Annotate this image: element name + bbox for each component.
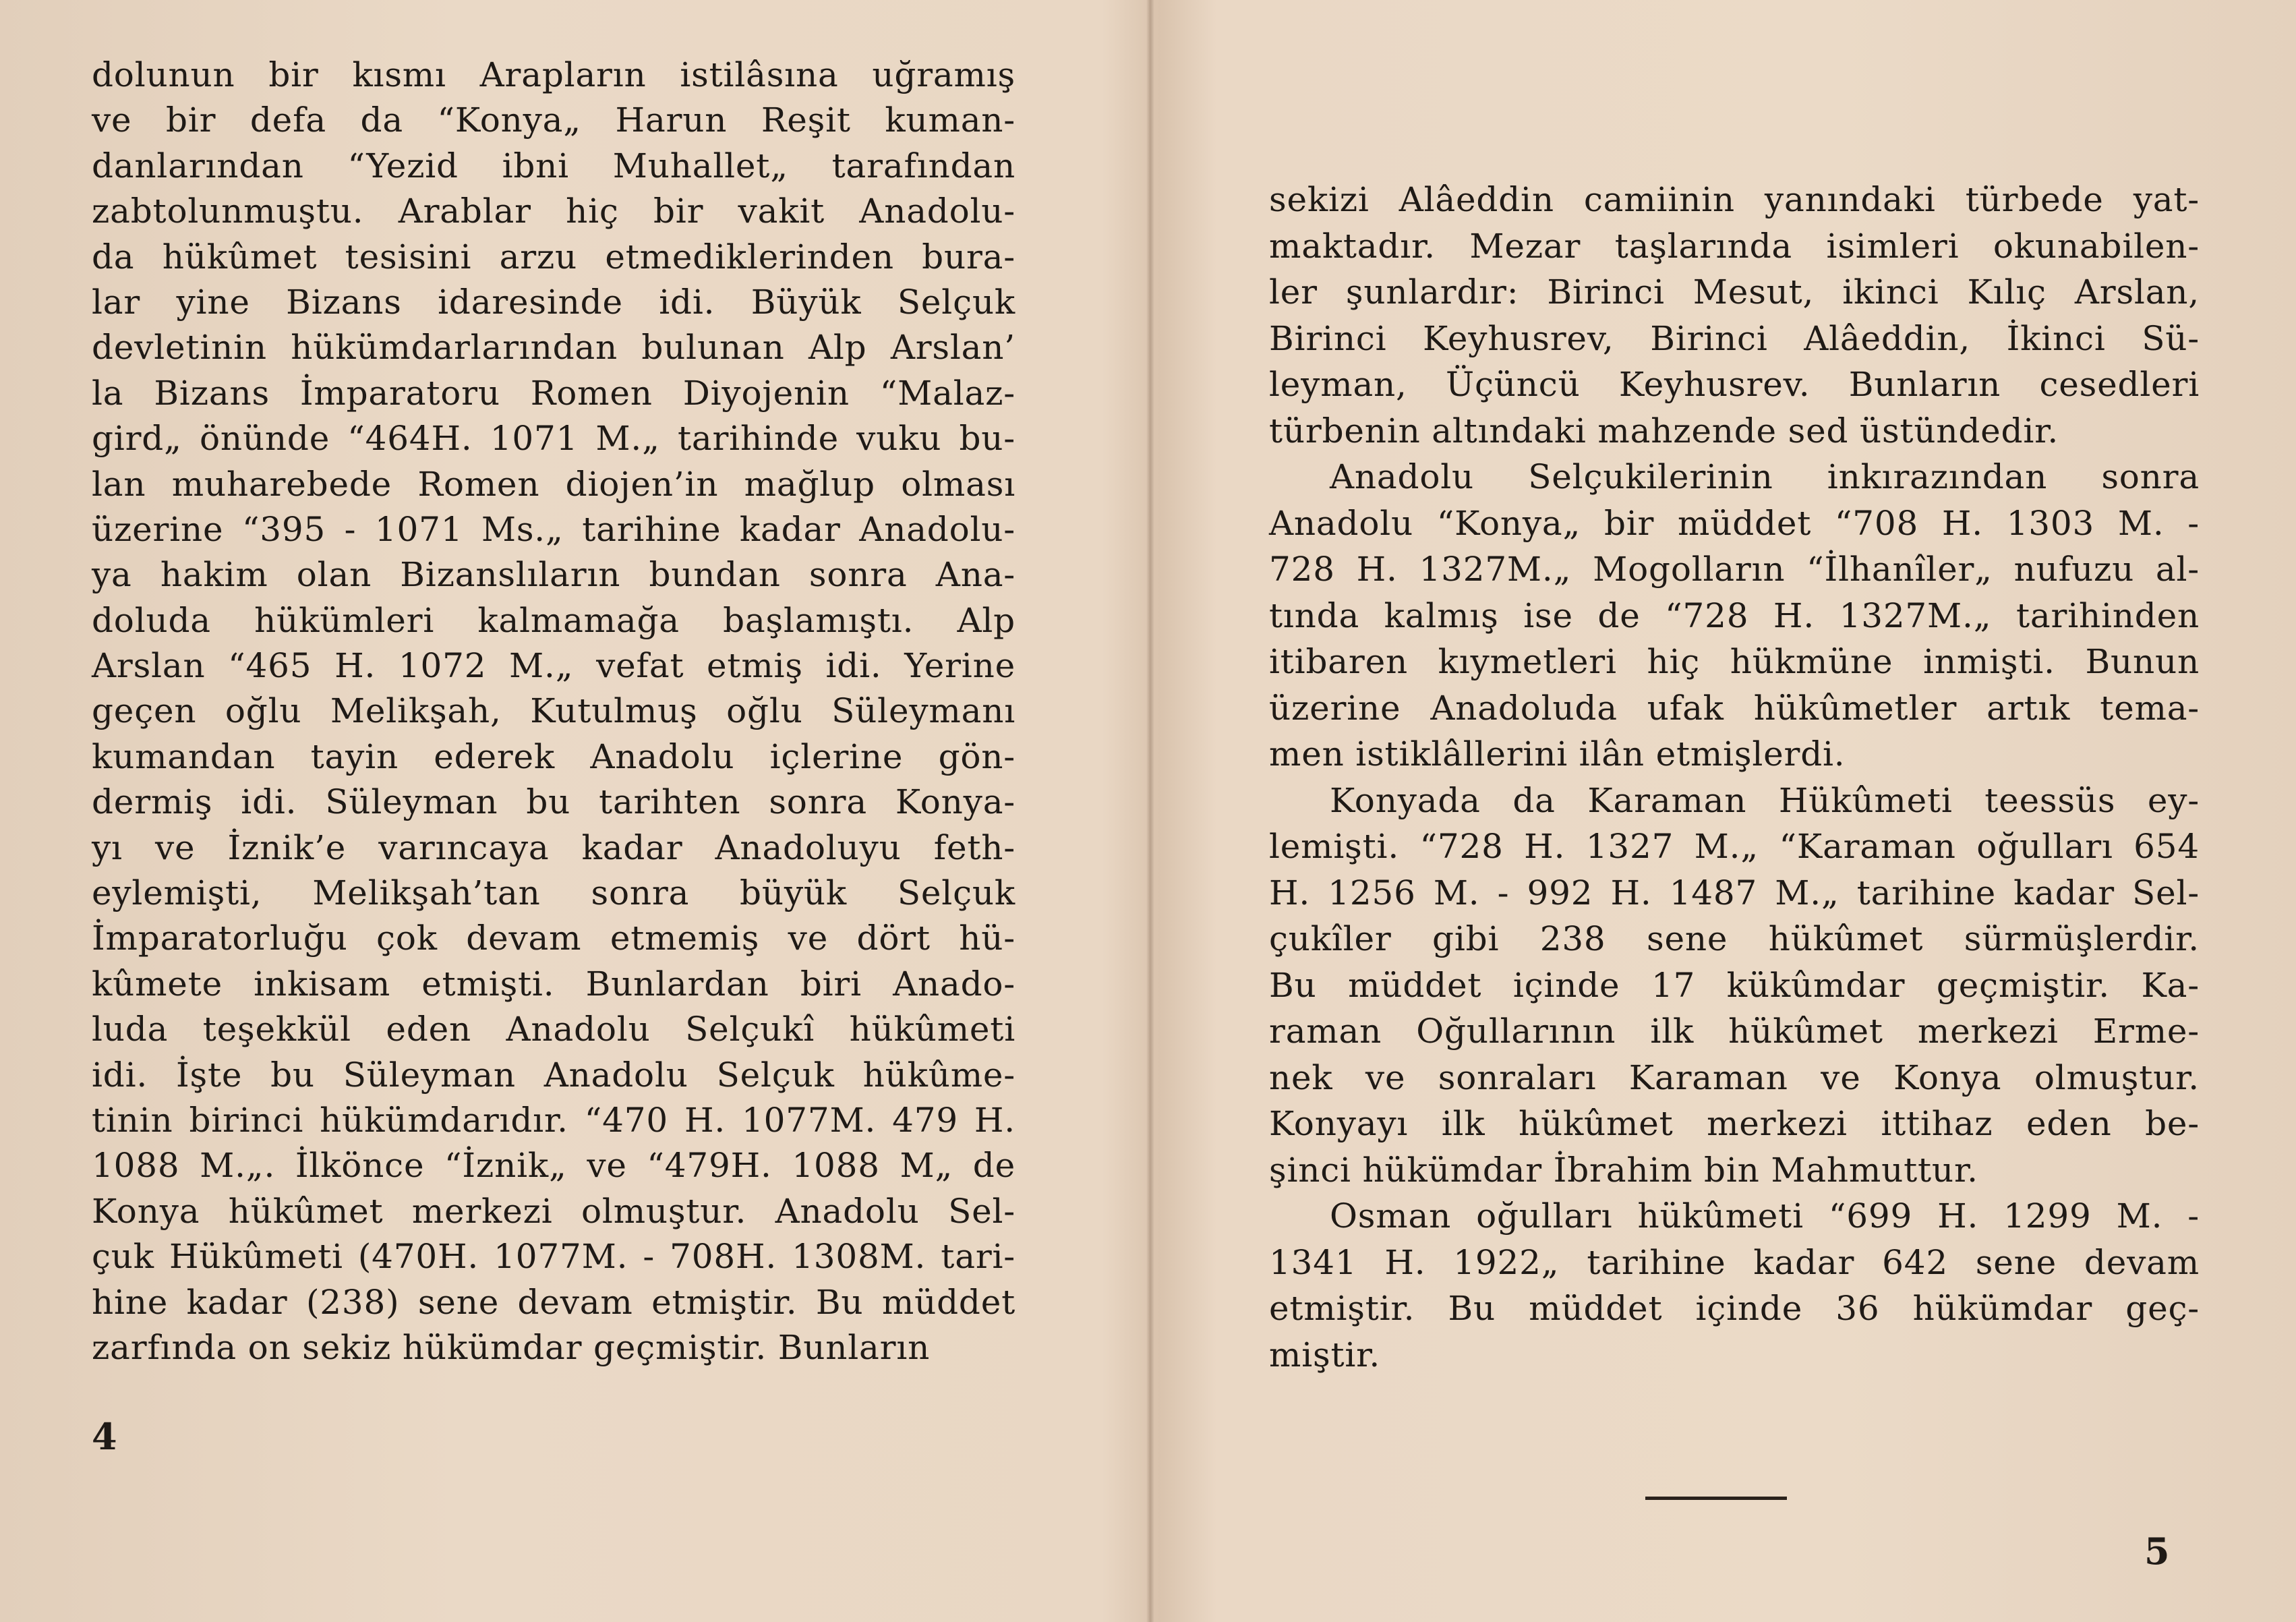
text-line: leyman, Üçüncü Keyhusrev. Bunların cesedleri — [1269, 365, 2200, 404]
text-line: 1341 H. 1922„ tarihine kadar 642 sene devam — [1269, 1242, 2200, 1282]
text-line: ya hakim olan Bizanslıların bundan sonra Ana- — [92, 555, 1015, 595]
text-line: 728 H. 1327M.„ Mogolların “İlhanîler„ nufuzu al- — [1269, 550, 2200, 589]
text-line: geçen oğlu Melikşah, Kutulmuş oğlu Süleymanı — [92, 691, 1015, 731]
text-line: yı ve İznik’e varıncaya kadar Anadoluyu feth- — [92, 828, 1015, 867]
text-line: lar yine Bizans idaresinde idi. Büyük Selçuk — [92, 282, 1015, 322]
text-line: lan muharebede Romen diojen’in mağlup olması — [92, 464, 1015, 504]
text-line: 1088 M.„. İlkönce “İznik„ ve “479H. 1088 M„ de — [92, 1146, 1015, 1186]
text-line: gird„ önünde “464H. 1071 M.„ tarihinde vuku bu- — [92, 419, 1015, 459]
section-end-rule — [1645, 1497, 1787, 1500]
text-line: Anadolu Selçukilerinin inkırazından sonra — [1330, 457, 2200, 496]
text-line: sekizi Alâeddin camiinin yanındaki türbede yat- — [1269, 180, 2200, 219]
text-line: üzerine Anadoluda ufak hükûmetler artık tema- — [1269, 688, 2200, 728]
text-line: Arslan “465 H. 1072 M.„ vefat etmiş idi. Yerine — [92, 646, 1015, 686]
text-line: tinin birinci hükümdarıdır. “470 H. 1077M. 479 H. — [92, 1100, 1015, 1140]
text-line: dolunun bir kısmı Arapların istilâsına uğramış — [92, 55, 1015, 94]
text-line: H. 1256 M. - 992 H. 1487 M.„ tarihine kadar Sel- — [1269, 873, 2200, 913]
text-line: türbenin altındaki mahzende sed üstündedir. — [1269, 411, 2059, 451]
text-line: danlarından “Yezid ibni Muhallet„ tarafından — [92, 146, 1015, 185]
page-number-left: 4 — [92, 1415, 117, 1458]
text-line: maktadır. Mezar taşlarında isimleri okunabilen- — [1269, 226, 2200, 266]
text-line: Konyada da Karaman Hükûmeti teessüs ey- — [1330, 780, 2200, 820]
text-line: dermiş idi. Süleyman bu tarihten sonra Konya- — [92, 782, 1015, 822]
text-line: kumandan tayin ederek Anadolu içlerine gön- — [92, 736, 1015, 776]
text-line: la Bizans İmparatoru Romen Diyojenin “Malaz- — [92, 373, 1015, 413]
text-line: zabtolunmuştu. Arablar hiç bir vakit Anadolu- — [92, 192, 1015, 231]
text-line: çuk Hükûmeti (470H. 1077M. - 708H. 1308M. tari- — [92, 1237, 1015, 1277]
text-line: da hükûmet tesisini arzu etmediklerinden bura- — [92, 237, 1015, 277]
text-line: miştir. — [1269, 1335, 1381, 1374]
text-line: İmparatorluğu çok devam etmemiş ve dört hü- — [92, 919, 1015, 958]
text-line: şinci hükümdar İbrahim bin Mahmuttur. — [1269, 1150, 1978, 1190]
text-line: tında kalmış ise de “728 H. 1327M.„ tarihinden — [1269, 596, 2200, 635]
text-line: raman Oğullarının ilk hükûmet merkezi Erme- — [1269, 1012, 2200, 1051]
book-gutter — [1146, 0, 1154, 1622]
text-line: ve bir defa da “Konya„ Harun Reşit kuman- — [92, 100, 1015, 140]
text-line: doluda hükümleri kalmamağa başlamıştı. Alp — [92, 600, 1015, 640]
text-line: Anadolu “Konya„ bir müddet “708 H. 1303 M. - — [1269, 503, 2200, 543]
text-line: Birinci Keyhusrev, Birinci Alâeddin, İkinci Sü- — [1269, 318, 2200, 358]
page-number-right: 5 — [2144, 1530, 2170, 1573]
text-line: zarfında on sekiz hükümdar geçmiştir. Bunların — [92, 1327, 931, 1367]
text-line: idi. İşte bu Süleyman Anadolu Selçuk hükûme- — [92, 1055, 1015, 1095]
text-line: Konyayı ilk hükûmet merkezi ittihaz eden be- — [1269, 1104, 2200, 1143]
text-line: men istiklâllerini ilân etmişlerdi. — [1269, 734, 1846, 774]
text-line: hine kadar (238) sene devam etmiştir. Bu müddet — [92, 1282, 1015, 1322]
text-line: itibaren kıymetleri hiç hükmüne inmişti. Bunun — [1269, 642, 2200, 681]
text-line: etmiştir. Bu müddet içinde 36 hükümdar geç- — [1269, 1289, 2200, 1328]
text-line: devletinin hükümdarlarından bulunan Alp Arslan’ — [92, 328, 1015, 368]
text-line: ler şunlardır: Birinci Mesut, ikinci Kılıç Arslan, — [1269, 272, 2200, 312]
left-page-text — [92, 53, 1015, 1370]
text-line: kûmete inkisam etmişti. Bunlardan biri Anado- — [92, 964, 1015, 1004]
right-page-text — [1269, 177, 2200, 1378]
text-line: eylemişti, Melikşah’tan sonra büyük Selçuk — [92, 873, 1015, 913]
text-line: çukîler gibi 238 sene hükûmet sürmüşlerdir. — [1269, 919, 2200, 958]
text-line: Osman oğulları hükûmeti “699 H. 1299 M. - — [1330, 1196, 2200, 1236]
text-line: Bu müddet içinde 17 kükûmdar geçmiştir. Ka- — [1269, 965, 2200, 1005]
text-line: üzerine “395 - 1071 Ms.„ tarihine kadar Anadolu- — [92, 509, 1015, 549]
text-line: luda teşekkül eden Anadolu Selçukî hükûmeti — [92, 1010, 1015, 1049]
text-line: nek ve sonraları Karaman ve Konya olmuştur. — [1269, 1058, 2200, 1097]
text-line: lemişti. “728 H. 1327 M.„ “Karaman oğulları 654 — [1269, 827, 2200, 866]
text-line: Konya hükûmet merkezi olmuştur. Anadolu Sel- — [92, 1191, 1015, 1231]
